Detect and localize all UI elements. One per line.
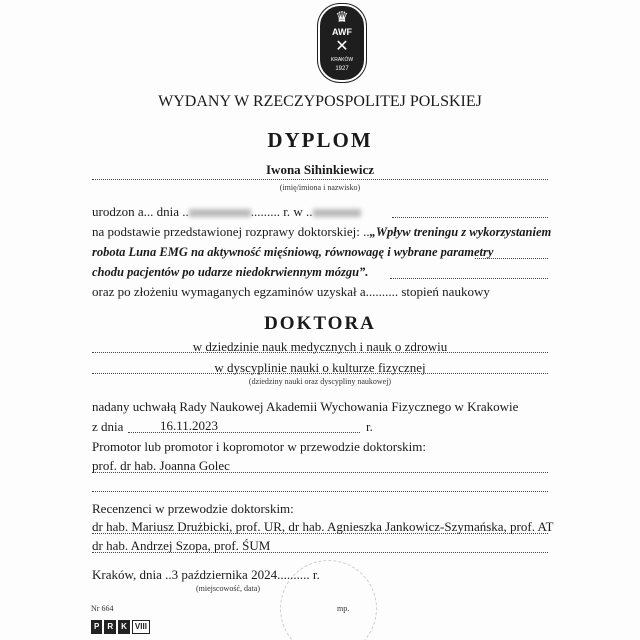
granted-date-prefix: z dnia	[92, 419, 124, 434]
logo-city: KRAKÓW	[330, 57, 354, 63]
prk-letter: R	[104, 620, 116, 634]
logo-text: AWF	[332, 27, 352, 37]
name-line	[92, 179, 548, 180]
stamp-label: mp.	[337, 604, 350, 613]
diploma-number: Nr 664	[91, 604, 114, 613]
crossed-staffs-icon: ✕	[335, 38, 349, 55]
granted-date-suffix: r.	[366, 419, 373, 434]
logo-year: 1927	[335, 66, 349, 72]
discipline: w dyscyplinie nauki o kulturze fizycznej	[214, 360, 426, 375]
prk-letter: K	[118, 620, 130, 634]
thesis-dots-3	[390, 278, 548, 279]
prk-level-badge	[91, 620, 150, 634]
name-caption: (imię/imiona i nazwisko)	[279, 183, 361, 192]
birth-line	[92, 204, 361, 219]
place-suffix: r.	[312, 567, 320, 582]
prk-level: VIII	[132, 620, 150, 634]
crown-icon: ♛	[335, 10, 349, 26]
thesis-title-2: robota Luna EMG na aktywność mięśniową, równowagę i wybrane parametry	[92, 245, 494, 259]
place-prefix: Kraków, dnia ..	[92, 567, 172, 582]
place-date: 3 października 2024	[171, 567, 278, 582]
granted-date: 16.11.2023	[160, 418, 219, 433]
field-caption: (dziedziny nauki oraz dyscypliny naukowej)	[248, 377, 392, 386]
redacted-place	[313, 209, 361, 217]
thesis-intro: na podstawie przedstawionej rozprawy doktorskiej: ..	[92, 224, 370, 239]
page-title: DYPLOM	[267, 128, 373, 152]
born-prefix: urodzon a... dnia ..	[92, 204, 189, 219]
birth-dots	[392, 217, 548, 218]
redacted-date	[189, 209, 251, 217]
born-mid: ......... r. w ..	[250, 204, 313, 219]
holder-name: Iwona Sihinkiewicz	[266, 162, 374, 177]
promoter-label: Promotor lub promotor i kopromotor w przewodzie doktorskim:	[92, 439, 426, 454]
reviewers-1: dr hab. Mariusz Drużbicki, prof. UR, dr hab. Agnieszka Jankowicz-Szymańska, prof. AT	[92, 519, 554, 534]
header: WYDANY W RZECZYPOSPOLITEJ POLSKIEJ	[158, 93, 482, 110]
thesis-intro-line	[92, 224, 551, 240]
thesis-dots-2	[475, 258, 548, 259]
exams-text: oraz po złożeniu wymaganych egzaminów uzyskał a.......... stopień naukowy	[92, 284, 490, 299]
granted-text: nadany uchwałą Rady Naukowej Akademii Wychowania Fizycznego w Krakowie	[92, 399, 519, 414]
reviewers-2: dr hab. Andrzej Szopa, prof. ŚUM	[92, 538, 271, 553]
thesis-title-3: chodu pacjentów po udarze niedokrwiennym mózgu”.	[92, 265, 369, 279]
awf-logo	[318, 4, 366, 82]
place-line: Kraków, dnia ..3 października 2024.......... r.	[92, 567, 320, 582]
thesis-title-1: „Wpływ treningu z wykorzystaniem	[369, 225, 552, 239]
reviewers-label: Recenzenci w przewodzie doktorskim:	[92, 501, 294, 516]
place-caption: (miejscowość, data)	[196, 584, 260, 593]
promoter: prof. dr hab. Joanna Golec	[92, 458, 230, 473]
degree: DOKTORA	[264, 313, 376, 334]
promoter-line-2	[92, 491, 548, 492]
prk-letter: P	[91, 620, 102, 634]
field: w dziedzinie nauk medycznych i nauk o zdrowiu	[192, 339, 448, 354]
